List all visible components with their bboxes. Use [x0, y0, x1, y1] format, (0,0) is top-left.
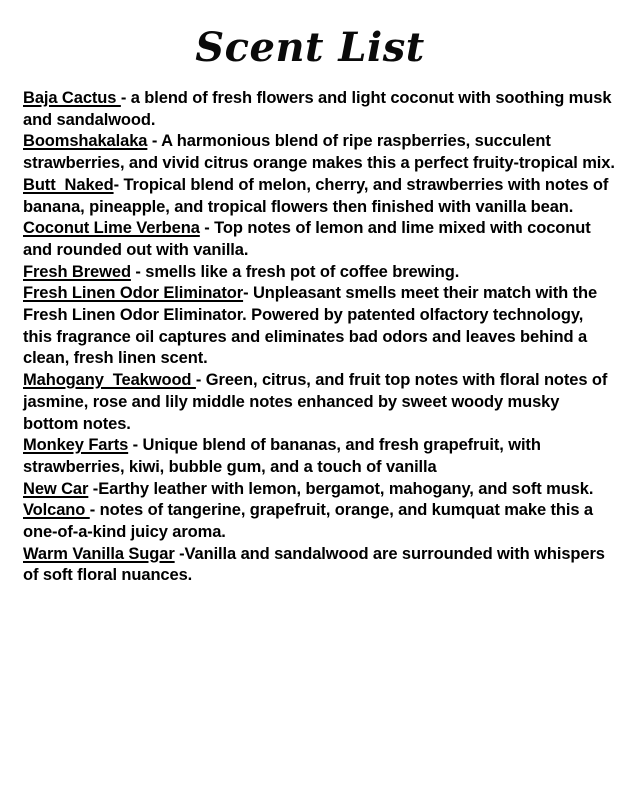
scent-entry [23, 131, 615, 174]
page-title: Scent List [195, 24, 425, 71]
scent-description: - Unique blend of bananas, and fresh grapefruit, with strawberries, kiwi, bubble gum, and a touch of vanilla [23, 436, 541, 476]
scent-name: Volcano [23, 501, 90, 520]
scent-description: - Unpleasant smells meet their match with the Fresh Linen Odor Eliminator. Powered by patented olfactory technology, this fragrance oil captures and eliminates bad odors and leaves behind a clean, fresh linen scent. [23, 284, 598, 368]
scent-entry [23, 283, 615, 370]
scent-description: - Tropical blend of melon, cherry, and strawberries with notes of banana, pineapple, and tropical flowers then finished with vanilla bean. [23, 175, 609, 216]
scent-description: - notes of tangerine, grapefruit, orange, and kumquat make this a one-of-a-kind juicy aroma. [23, 501, 594, 542]
scent-description: -Earthy leather with lemon, bergamot, mahogany, and soft musk. [88, 479, 594, 498]
scent-entry [23, 88, 615, 131]
scent-entry [23, 500, 615, 543]
scent-entry [23, 175, 615, 218]
scent-name: Mahogany Teakwood [23, 371, 196, 390]
scent-name: Boomshakalaka [23, 132, 148, 151]
scent-name: Coconut Lime Verbena [23, 219, 200, 238]
scent-entry [23, 435, 615, 478]
scent-description: - Top notes of lemon and lime mixed with coconut and rounded out with vanilla. [23, 219, 591, 259]
scent-description: - A harmonious blend of ripe raspberries, succulent strawberries, and vivid citrus orange makes this a perfect fruity-tropical mix. [23, 132, 615, 173]
scent-entry [23, 218, 615, 261]
scent-entry [23, 479, 615, 501]
scent-name: Baja Cactus [23, 89, 121, 107]
scent-name: Fresh Brewed [23, 262, 131, 281]
scent-description: -Vanilla and sandalwood are surrounded with whispers of soft floral nuances. [23, 544, 605, 585]
scent-name: New Car [23, 479, 89, 498]
scent-description: - Green, citrus, and fruit top notes with floral notes of jasmine, rose and lily middle notes enhanced by sweet woody musky bottom notes. [23, 371, 608, 433]
scent-entry [23, 544, 615, 587]
scent-description: - a blend of fresh flowers and light coconut with soothing musk and sandalwood. [23, 89, 612, 129]
scent-entry [23, 370, 615, 435]
scent-name: Monkey Farts [23, 436, 129, 455]
scent-description: - smells like a fresh pot of coffee brewing. [130, 262, 460, 281]
scent-name: Butt Naked [23, 175, 114, 194]
scent-name: Warm Vanilla Sugar [23, 544, 175, 563]
scent-name: Fresh Linen Odor Eliminator [23, 284, 244, 303]
scent-list [23, 88, 615, 587]
scent-entry [23, 262, 615, 284]
